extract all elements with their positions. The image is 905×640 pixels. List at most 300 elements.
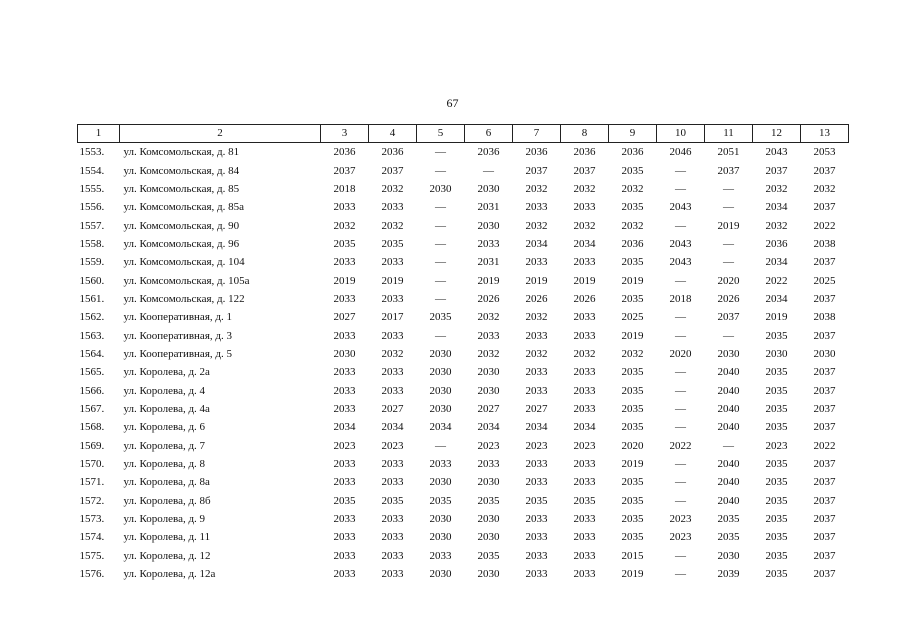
year-cell: — xyxy=(675,402,686,415)
column-header: 8 xyxy=(561,125,609,143)
row-number: 1570. xyxy=(79,458,105,471)
year-cell: 2023 xyxy=(381,439,404,452)
year-cell: 2032 xyxy=(381,347,404,360)
year-cell: — xyxy=(675,494,686,507)
year-cell: 2035 xyxy=(573,494,596,507)
row-number: 1553. xyxy=(79,146,105,159)
address-cell: ул. Королева, д. 9 xyxy=(123,513,206,526)
year-cell: 2037 xyxy=(813,164,836,177)
year-cell: 2030 xyxy=(429,182,452,195)
year-cell: 2023 xyxy=(525,439,548,452)
table-row xyxy=(78,455,849,473)
year-cell: 2030 xyxy=(477,531,500,544)
address-cell: ул. Комсомольская, д. 90 xyxy=(123,219,240,232)
year-cell: 2030 xyxy=(717,549,740,562)
year-cell: 2030 xyxy=(429,347,452,360)
year-cell: 2034 xyxy=(525,237,548,250)
year-cell: 2023 xyxy=(669,513,692,526)
year-cell: 2033 xyxy=(525,531,548,544)
year-cell: 2033 xyxy=(573,476,596,489)
year-cell: 2033 xyxy=(525,476,548,489)
year-cell: 2033 xyxy=(333,201,356,214)
year-cell: 2036 xyxy=(333,146,356,159)
year-cell: 2033 xyxy=(333,402,356,415)
year-cell: 2033 xyxy=(381,513,404,526)
table-row xyxy=(78,143,849,162)
year-cell: 2038 xyxy=(813,237,836,250)
column-header: 3 xyxy=(321,125,369,143)
year-cell: 2043 xyxy=(669,237,692,250)
year-cell: 2032 xyxy=(525,347,548,360)
year-cell: 2022 xyxy=(765,274,788,287)
year-cell: 2034 xyxy=(573,421,596,434)
address-cell: ул. Комсомольская, д. 81 xyxy=(123,146,240,159)
year-cell: — xyxy=(435,201,446,214)
year-cell: 2026 xyxy=(573,292,596,305)
year-cell: 2033 xyxy=(573,256,596,269)
row-number: 1564. xyxy=(79,347,105,360)
row-number: 1555. xyxy=(79,182,105,195)
table-row xyxy=(78,547,849,565)
year-cell: 2033 xyxy=(381,256,404,269)
year-cell: 2035 xyxy=(717,513,740,526)
year-cell: 2022 xyxy=(813,439,836,452)
year-cell: 2035 xyxy=(765,458,788,471)
row-number: 1562. xyxy=(79,311,105,324)
table-row xyxy=(78,510,849,528)
row-number: 1568. xyxy=(79,421,105,434)
year-cell: 2035 xyxy=(381,494,404,507)
year-cell: 2035 xyxy=(525,494,548,507)
year-cell: 2037 xyxy=(717,311,740,324)
row-number: 1565. xyxy=(79,366,105,379)
year-cell: 2033 xyxy=(525,568,548,581)
year-cell: 2030 xyxy=(429,531,452,544)
year-cell: — xyxy=(483,164,494,177)
row-number: 1572. xyxy=(79,494,105,507)
year-cell: 2027 xyxy=(477,402,500,415)
year-cell: 2034 xyxy=(765,256,788,269)
year-cell: 2033 xyxy=(477,458,500,471)
year-cell: 2037 xyxy=(813,402,836,415)
table-row xyxy=(78,180,849,198)
year-cell: 2032 xyxy=(765,219,788,232)
year-cell: 2040 xyxy=(717,384,740,397)
year-cell: 2033 xyxy=(429,549,452,562)
column-header: 2 xyxy=(120,125,321,143)
year-cell: 2027 xyxy=(381,402,404,415)
year-cell: 2035 xyxy=(765,402,788,415)
year-cell: 2040 xyxy=(717,458,740,471)
address-cell: ул. Королева, д. 12 xyxy=(123,549,211,562)
year-cell: 2033 xyxy=(525,256,548,269)
year-cell: 2018 xyxy=(333,182,356,195)
year-cell: 2030 xyxy=(813,347,836,360)
year-cell: 2037 xyxy=(765,164,788,177)
year-cell: — xyxy=(435,219,446,232)
year-cell: 2033 xyxy=(525,458,548,471)
year-cell: 2023 xyxy=(669,531,692,544)
year-cell: — xyxy=(675,421,686,434)
year-cell: 2020 xyxy=(669,347,692,360)
address-cell: ул. Королева, д. 7 xyxy=(123,439,206,452)
year-cell: 2037 xyxy=(813,384,836,397)
year-cell: — xyxy=(675,311,686,324)
year-cell: 2033 xyxy=(573,568,596,581)
year-cell: 2033 xyxy=(333,329,356,342)
year-cell: 2032 xyxy=(525,219,548,232)
address-cell: ул. Королева, д. 8б xyxy=(123,494,211,507)
row-number: 1554. xyxy=(79,164,105,177)
year-cell: 2033 xyxy=(381,476,404,489)
year-cell: 2033 xyxy=(573,549,596,562)
year-cell: 2036 xyxy=(621,146,644,159)
table-row xyxy=(78,290,849,308)
year-cell: 2033 xyxy=(429,458,452,471)
row-number: 1571. xyxy=(79,476,105,489)
year-cell: 2034 xyxy=(525,421,548,434)
row-number: 1576. xyxy=(79,568,105,581)
row-number: 1567. xyxy=(79,402,105,415)
address-cell: ул. Комсомольская, д. 85 xyxy=(123,182,240,195)
year-cell: 2019 xyxy=(477,274,500,287)
year-cell: 2037 xyxy=(813,513,836,526)
table-row xyxy=(78,216,849,234)
row-number: 1557. xyxy=(79,219,105,232)
year-cell: 2033 xyxy=(333,549,356,562)
year-cell: 2030 xyxy=(477,513,500,526)
year-cell: — xyxy=(723,329,734,342)
year-cell: — xyxy=(435,274,446,287)
row-number: 1558. xyxy=(79,237,105,250)
year-cell: 2040 xyxy=(717,366,740,379)
year-cell: 2037 xyxy=(813,292,836,305)
year-cell: 2035 xyxy=(333,494,356,507)
year-cell: 2040 xyxy=(717,494,740,507)
year-cell: — xyxy=(435,329,446,342)
year-cell: — xyxy=(435,164,446,177)
year-cell: 2037 xyxy=(813,329,836,342)
year-cell: 2035 xyxy=(765,549,788,562)
year-cell: 2035 xyxy=(477,494,500,507)
year-cell: 2053 xyxy=(813,146,836,159)
year-cell: 2037 xyxy=(813,549,836,562)
year-cell: — xyxy=(675,384,686,397)
column-header: 5 xyxy=(417,125,465,143)
address-cell: ул. Королева, д. 8 xyxy=(123,458,206,471)
year-cell: 2033 xyxy=(333,366,356,379)
year-cell: 2046 xyxy=(669,146,692,159)
table-row xyxy=(78,381,849,399)
year-cell: 2015 xyxy=(621,549,644,562)
column-header: 12 xyxy=(753,125,801,143)
column-header: 10 xyxy=(657,125,705,143)
year-cell: 2019 xyxy=(333,274,356,287)
year-cell: 2033 xyxy=(525,513,548,526)
address-cell: ул. Комсомольская, д. 104 xyxy=(123,256,245,269)
year-cell: — xyxy=(675,219,686,232)
year-cell: — xyxy=(675,476,686,489)
year-cell: 2033 xyxy=(333,458,356,471)
year-cell: 2037 xyxy=(525,164,548,177)
year-cell: 2037 xyxy=(813,476,836,489)
year-cell: — xyxy=(675,182,686,195)
address-cell: ул. Королева, д. 4 xyxy=(123,384,206,397)
year-cell: 2032 xyxy=(381,182,404,195)
year-cell: 2036 xyxy=(477,146,500,159)
year-cell: 2037 xyxy=(813,256,836,269)
year-cell: 2031 xyxy=(477,256,500,269)
year-cell: — xyxy=(675,549,686,562)
year-cell: 2032 xyxy=(477,311,500,324)
schedule-table xyxy=(77,124,849,583)
year-cell: 2035 xyxy=(429,494,452,507)
year-cell: 2033 xyxy=(573,402,596,415)
row-number: 1563. xyxy=(79,329,105,342)
year-cell: 2018 xyxy=(669,292,692,305)
address-cell: ул. Кооперативная, д. 1 xyxy=(123,311,232,324)
year-cell: 2019 xyxy=(717,219,740,232)
year-cell: 2032 xyxy=(765,182,788,195)
year-cell: — xyxy=(723,237,734,250)
year-cell: 2033 xyxy=(381,549,404,562)
year-cell: 2032 xyxy=(621,219,644,232)
year-cell: 2040 xyxy=(717,402,740,415)
year-cell: 2023 xyxy=(333,439,356,452)
year-cell: 2037 xyxy=(813,531,836,544)
year-cell: 2035 xyxy=(765,568,788,581)
year-cell: — xyxy=(723,201,734,214)
year-cell: 2032 xyxy=(621,347,644,360)
address-cell: ул. Комсомольская, д. 84 xyxy=(123,164,240,177)
year-cell: 2033 xyxy=(573,366,596,379)
year-cell: 2023 xyxy=(765,439,788,452)
year-cell: 2030 xyxy=(477,568,500,581)
year-cell: 2030 xyxy=(765,347,788,360)
year-cell: 2033 xyxy=(525,201,548,214)
year-cell: 2023 xyxy=(477,439,500,452)
year-cell: 2035 xyxy=(621,476,644,489)
table-row xyxy=(78,492,849,510)
table-header xyxy=(78,125,849,143)
year-cell: — xyxy=(723,439,734,452)
year-cell: 2030 xyxy=(333,347,356,360)
table-row xyxy=(78,473,849,491)
year-cell: — xyxy=(675,458,686,471)
year-cell: 2036 xyxy=(573,146,596,159)
year-cell: 2032 xyxy=(477,347,500,360)
year-cell: 2020 xyxy=(717,274,740,287)
year-cell: 2035 xyxy=(333,237,356,250)
address-cell: ул. Комсомольская, д. 85а xyxy=(123,201,245,214)
year-cell: 2033 xyxy=(381,201,404,214)
year-cell: 2035 xyxy=(717,531,740,544)
table-row xyxy=(78,345,849,363)
year-cell: 2035 xyxy=(765,513,788,526)
year-cell: 2043 xyxy=(669,256,692,269)
row-number: 1566. xyxy=(79,384,105,397)
year-cell: 2033 xyxy=(573,311,596,324)
year-cell: 2033 xyxy=(333,384,356,397)
year-cell: 2030 xyxy=(429,513,452,526)
address-cell: ул. Королева, д. 12а xyxy=(123,568,216,581)
year-cell: — xyxy=(675,366,686,379)
year-cell: 2026 xyxy=(717,292,740,305)
address-cell: ул. Королева, д. 2а xyxy=(123,366,210,379)
year-cell: 2030 xyxy=(477,182,500,195)
row-number: 1559. xyxy=(79,256,105,269)
year-cell: — xyxy=(435,292,446,305)
year-cell: 2036 xyxy=(621,237,644,250)
year-cell: 2027 xyxy=(333,311,356,324)
table-body xyxy=(78,143,849,584)
year-cell: 2035 xyxy=(765,421,788,434)
year-cell: — xyxy=(435,256,446,269)
year-cell: 2019 xyxy=(765,311,788,324)
address-cell: ул. Комсомольская, д. 105а xyxy=(123,274,250,287)
year-cell: 2032 xyxy=(573,219,596,232)
year-cell: 2035 xyxy=(765,366,788,379)
year-cell: 2019 xyxy=(621,329,644,342)
year-cell: 2033 xyxy=(333,568,356,581)
year-cell: 2039 xyxy=(717,568,740,581)
year-cell: 2032 xyxy=(813,182,836,195)
year-cell: 2033 xyxy=(525,549,548,562)
year-cell: 2033 xyxy=(573,458,596,471)
year-cell: 2037 xyxy=(813,421,836,434)
year-cell: 2030 xyxy=(429,568,452,581)
year-cell: 2030 xyxy=(477,384,500,397)
year-cell: 2033 xyxy=(525,366,548,379)
table-row xyxy=(78,363,849,381)
table-row xyxy=(78,565,849,583)
address-cell: ул. Королева, д. 8а xyxy=(123,476,210,489)
year-cell: 2022 xyxy=(669,439,692,452)
year-cell: 2019 xyxy=(381,274,404,287)
table-row xyxy=(78,400,849,418)
row-number: 1556. xyxy=(79,201,105,214)
year-cell: 2030 xyxy=(477,219,500,232)
year-cell: 2019 xyxy=(573,274,596,287)
year-cell: 2032 xyxy=(381,219,404,232)
year-cell: 2043 xyxy=(669,201,692,214)
year-cell: 2037 xyxy=(813,458,836,471)
year-cell: — xyxy=(723,182,734,195)
year-cell: 2034 xyxy=(429,421,452,434)
table-row xyxy=(78,528,849,546)
year-cell: — xyxy=(675,164,686,177)
year-cell: 2033 xyxy=(381,366,404,379)
year-cell: 2038 xyxy=(813,311,836,324)
row-number: 1573. xyxy=(79,513,105,526)
year-cell: 2033 xyxy=(381,329,404,342)
year-cell: 2032 xyxy=(573,347,596,360)
year-cell: 2034 xyxy=(477,421,500,434)
year-cell: 2030 xyxy=(477,366,500,379)
year-cell: 2032 xyxy=(333,219,356,232)
year-cell: 2035 xyxy=(765,476,788,489)
year-cell: 2035 xyxy=(765,531,788,544)
year-cell: 2035 xyxy=(621,494,644,507)
year-cell: 2033 xyxy=(525,384,548,397)
year-cell: 2035 xyxy=(621,513,644,526)
year-cell: 2025 xyxy=(621,311,644,324)
address-cell: ул. Комсомольская, д. 96 xyxy=(123,237,240,250)
year-cell: 2037 xyxy=(813,366,836,379)
page-number: 67 xyxy=(446,96,459,110)
year-cell: — xyxy=(435,237,446,250)
year-cell: 2030 xyxy=(429,402,452,415)
year-cell: 2033 xyxy=(477,329,500,342)
year-cell: 2035 xyxy=(621,384,644,397)
year-cell: 2032 xyxy=(621,182,644,195)
year-cell: 2026 xyxy=(477,292,500,305)
year-cell: 2036 xyxy=(525,146,548,159)
year-cell: 2036 xyxy=(381,146,404,159)
year-cell: 2037 xyxy=(717,164,740,177)
table-row xyxy=(78,235,849,253)
year-cell: — xyxy=(675,329,686,342)
year-cell: 2019 xyxy=(621,274,644,287)
year-cell: 2034 xyxy=(573,237,596,250)
year-cell: 2034 xyxy=(765,201,788,214)
year-cell: 2037 xyxy=(813,568,836,581)
year-cell: 2030 xyxy=(429,384,452,397)
column-header: 6 xyxy=(465,125,513,143)
year-cell: 2033 xyxy=(381,458,404,471)
year-cell: 2033 xyxy=(333,513,356,526)
year-cell: 2033 xyxy=(333,476,356,489)
year-cell: 2025 xyxy=(813,274,836,287)
table-row xyxy=(78,326,849,344)
year-cell: 2035 xyxy=(621,366,644,379)
year-cell: 2019 xyxy=(621,568,644,581)
year-cell: 2035 xyxy=(477,549,500,562)
year-cell: — xyxy=(675,568,686,581)
row-number: 1569. xyxy=(79,439,105,452)
year-cell: 2030 xyxy=(477,476,500,489)
year-cell: 2032 xyxy=(525,182,548,195)
row-number: 1561. xyxy=(79,292,105,305)
year-cell: 2033 xyxy=(525,329,548,342)
year-cell: 2035 xyxy=(381,237,404,250)
year-cell: 2035 xyxy=(429,311,452,324)
year-cell: 2033 xyxy=(573,513,596,526)
column-header: 9 xyxy=(609,125,657,143)
year-cell: 2035 xyxy=(621,531,644,544)
table-row xyxy=(78,253,849,271)
year-cell: 2030 xyxy=(429,366,452,379)
year-cell: — xyxy=(435,146,446,159)
row-number: 1560. xyxy=(79,274,105,287)
year-cell: 2035 xyxy=(765,329,788,342)
year-cell: — xyxy=(435,439,446,452)
column-header: 1 xyxy=(78,125,120,143)
year-cell: 2033 xyxy=(573,329,596,342)
year-cell: 2033 xyxy=(573,384,596,397)
year-cell: 2034 xyxy=(381,421,404,434)
year-cell: 2033 xyxy=(333,256,356,269)
year-cell: 2037 xyxy=(813,494,836,507)
year-cell: 2030 xyxy=(429,476,452,489)
year-cell: 2040 xyxy=(717,476,740,489)
year-cell: 2032 xyxy=(573,182,596,195)
year-cell: 2031 xyxy=(477,201,500,214)
column-header: 7 xyxy=(513,125,561,143)
year-cell: 2037 xyxy=(381,164,404,177)
year-cell: 2020 xyxy=(621,439,644,452)
row-number: 1575. xyxy=(79,549,105,562)
